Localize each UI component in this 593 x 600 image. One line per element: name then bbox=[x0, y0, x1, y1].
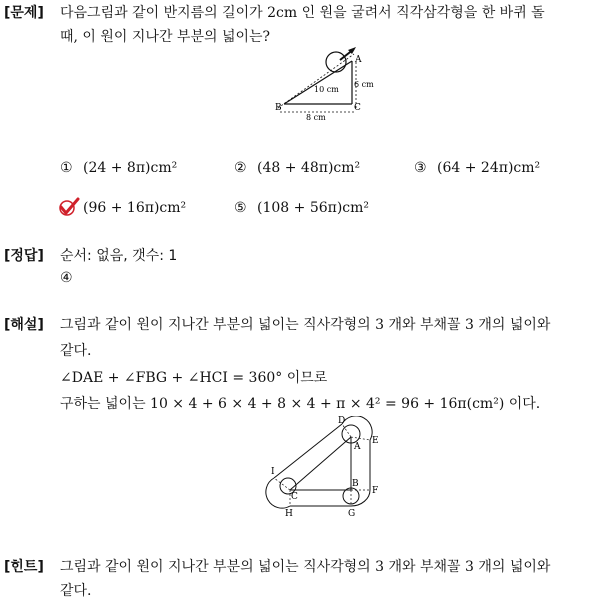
option-4-text: (96 + 16π)cm² bbox=[83, 200, 187, 216]
triangle-figure bbox=[270, 44, 390, 124]
solution-line2: 같다. bbox=[60, 343, 92, 359]
answer-line1: 순서: 없음, 갯수: 1 bbox=[60, 248, 178, 264]
option-5-text: (108 + 56π)cm² bbox=[257, 200, 370, 216]
hint-line1: 그림과 같이 원이 지나간 부분의 넓이는 직사각형의 3 개와 부채꼴 3 개의 넓이와 bbox=[60, 559, 551, 575]
solution-tag: [해설] bbox=[4, 317, 44, 333]
option-2-number: ② bbox=[234, 160, 247, 176]
solution-label-f: F bbox=[372, 486, 379, 496]
problem-text-line2: 때, 이 원이 지나간 부분의 넓이는? bbox=[60, 29, 271, 45]
solution-label-b: B bbox=[352, 479, 359, 489]
answer-line2: ④ bbox=[60, 270, 73, 286]
option-5[interactable] bbox=[234, 200, 369, 216]
option-1[interactable] bbox=[60, 160, 177, 176]
solution-label-g: G bbox=[348, 509, 356, 516]
option-2[interactable] bbox=[234, 160, 360, 176]
solution-label-h: H bbox=[285, 509, 293, 516]
hint-tag: [힌트] bbox=[4, 559, 44, 575]
option-1-number: ① bbox=[60, 160, 73, 176]
solution-line1: 그림과 같이 원이 지나간 부분의 넓이는 직사각형의 3 개와 부채꼴 3 개의 넓이와 bbox=[60, 317, 551, 333]
solution-label-e: E bbox=[372, 436, 379, 446]
option-1-text: (24 + 8π)cm² bbox=[83, 160, 178, 176]
hint-line2: 같다. bbox=[60, 583, 92, 599]
solution-label-d: D bbox=[338, 416, 346, 426]
solution-label-c: C bbox=[291, 492, 298, 502]
figure-label-b: B bbox=[275, 103, 282, 113]
figure-label-c: C bbox=[354, 103, 361, 113]
figure-label-ab: 10 cm bbox=[314, 85, 339, 94]
option-3[interactable] bbox=[414, 160, 540, 176]
problem-text-line1: 다음그림과 같이 반지름의 길이가 2cm 인 원을 굴려서 직각삼각형을 한 바퀴 돌 bbox=[60, 5, 545, 21]
solution-label-a: A bbox=[354, 442, 361, 452]
figure-label-ac: 6 cm bbox=[354, 80, 374, 89]
option-3-text: (64 + 24π)cm² bbox=[437, 160, 541, 176]
problem-tag: [문제] bbox=[4, 5, 44, 21]
option-5-number: ⑤ bbox=[234, 200, 247, 216]
solution-line4: 구하는 넓이는 10 × 4 + 6 × 4 + 8 × 4 + π × 4² = 96 + 16π(cm²) 이다. bbox=[60, 396, 541, 412]
figure-label-bc: 8 cm bbox=[306, 113, 326, 122]
option-2-text: (48 + 48π)cm² bbox=[257, 160, 361, 176]
answer-tag: [정답] bbox=[4, 248, 44, 264]
solution-figure bbox=[262, 416, 392, 516]
solution-line3: ∠DAE + ∠FBG + ∠HCI = 360° 이므로 bbox=[60, 370, 328, 386]
option-3-number: ③ bbox=[414, 160, 427, 176]
solution-label-i: I bbox=[271, 467, 275, 477]
figure-label-a: A bbox=[355, 55, 362, 65]
option-4[interactable] bbox=[60, 200, 186, 216]
